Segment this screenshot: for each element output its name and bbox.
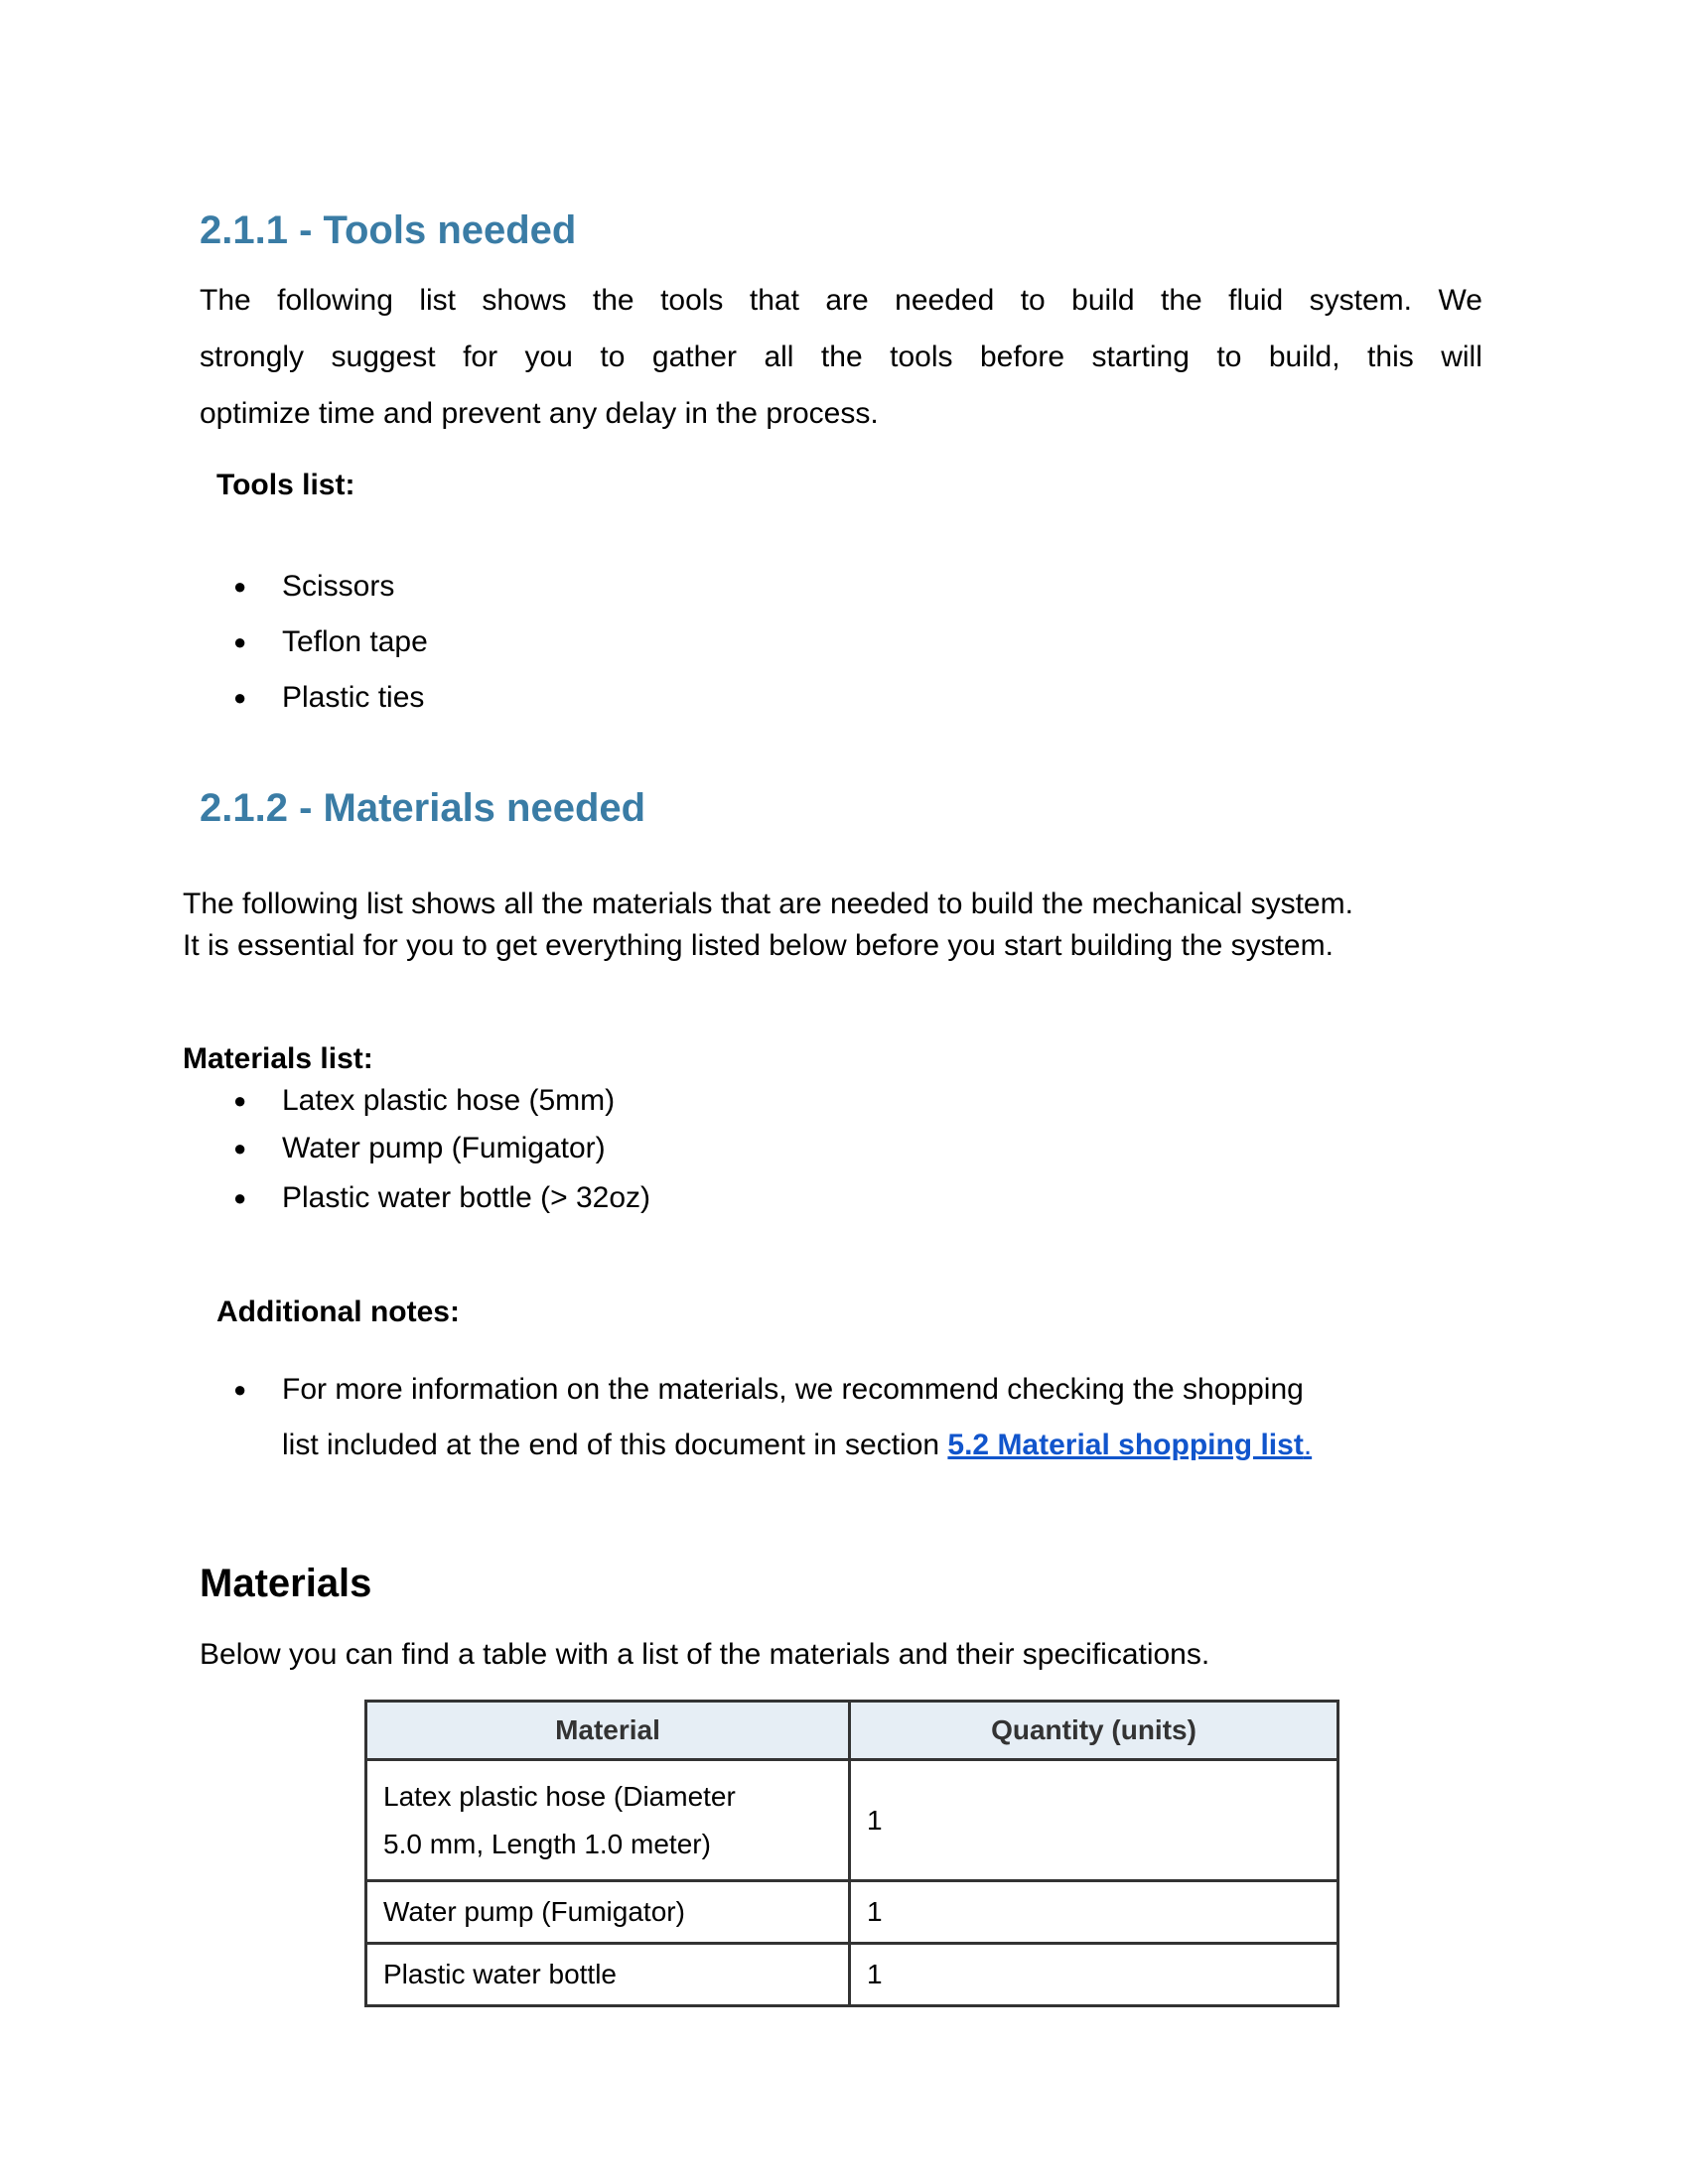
notes-line-2 <box>282 1428 1312 1463</box>
word: will <box>1441 341 1482 373</box>
column-header-quantity: Quantity (units) <box>850 1702 1338 1760</box>
materials-paragraph-line-2: It is essential for you to get everything listed below before you start building the system. <box>183 929 1334 962</box>
bullet-icon: ● <box>233 1185 247 1210</box>
additional-notes-label: Additional notes: <box>216 1296 460 1328</box>
bullet-icon: ● <box>233 1377 247 1402</box>
materials-table-intro: Below you can find a table with a list of the materials and their specifications. <box>200 1638 1210 1671</box>
materials-heading: Materials <box>200 1562 372 1605</box>
word: following <box>277 284 393 317</box>
link-period: . <box>1303 1429 1313 1461</box>
word: all <box>764 341 794 373</box>
word: suggest <box>331 341 436 373</box>
word: build <box>1071 284 1135 317</box>
tools-paragraph-line-2 <box>200 340 1482 375</box>
section-heading-materials-needed: 2.1.2 - Materials needed <box>200 786 646 830</box>
word: We <box>1438 284 1482 317</box>
bullet-icon: ● <box>233 685 247 710</box>
notes-line-1: For more information on the materials, we recommend checking the shopping <box>282 1373 1304 1406</box>
word: shows <box>482 284 567 317</box>
word: system. <box>1309 284 1412 317</box>
word: tools <box>890 341 953 373</box>
table-row <box>366 1760 1338 1881</box>
word: for <box>463 341 498 373</box>
list-item-text: Plastic water bottle (> 32oz) <box>282 1181 651 1214</box>
cell-material-line-1: Latex plastic hose (Diameter <box>383 1780 736 1812</box>
word: you <box>524 341 573 373</box>
word: fluid <box>1228 284 1284 317</box>
word: build, <box>1268 341 1340 373</box>
word: the <box>820 341 863 373</box>
bullet-icon: ● <box>233 629 247 654</box>
word: needed <box>895 284 995 317</box>
cell-quantity: 1 <box>850 1944 1338 2006</box>
cell-quantity: 1 <box>850 1881 1338 1944</box>
word: the <box>592 284 634 317</box>
list-item-text: Plastic ties <box>282 681 425 714</box>
table-header-row <box>366 1702 1338 1760</box>
word: before <box>979 341 1065 373</box>
list-item-text: Scissors <box>282 570 395 603</box>
cell-material: Plastic water bottle <box>366 1944 850 2006</box>
table-row <box>366 1881 1338 1944</box>
word: strongly <box>200 341 305 373</box>
list-item-text: Teflon tape <box>282 625 428 658</box>
materials-table <box>364 1700 1339 2007</box>
word: to <box>1216 341 1242 373</box>
bullet-icon: ● <box>233 1136 247 1160</box>
word: starting <box>1091 341 1190 373</box>
word: to <box>600 341 626 373</box>
notes-line-2-prefix: list included at the end of this document in section <box>282 1429 948 1461</box>
word: are <box>825 284 869 317</box>
word: that <box>749 284 799 317</box>
word: this <box>1367 341 1414 373</box>
word: tools <box>660 284 724 317</box>
cell-quantity: 1 <box>850 1760 1338 1881</box>
cell-material <box>366 1760 850 1881</box>
cell-material-line-2: 5.0 mm, Length 1.0 meter) <box>383 1828 711 1859</box>
materials-list-label: Materials list: <box>183 1042 373 1075</box>
word: to <box>1020 284 1046 317</box>
table-row <box>366 1944 1338 2006</box>
bullet-icon: ● <box>233 574 247 599</box>
word: The <box>200 284 251 317</box>
word: gather <box>651 341 737 373</box>
tools-paragraph-line-3: optimize time and prevent any delay in the process. <box>200 397 879 430</box>
list-item-text: Latex plastic hose (5mm) <box>282 1084 616 1117</box>
cell-material: Water pump (Fumigator) <box>366 1881 850 1944</box>
materials-paragraph-line-1: The following list shows all the materials that are needed to build the mechanical system. <box>183 887 1353 920</box>
tools-paragraph-line-1 <box>200 283 1482 319</box>
tools-list-label: Tools list: <box>216 469 355 501</box>
list-item-text: Water pump (Fumigator) <box>282 1132 606 1164</box>
shopping-list-link[interactable]: 5.2 Material shopping list <box>947 1429 1304 1461</box>
word: list <box>419 284 456 317</box>
section-heading-tools: 2.1.1 - Tools needed <box>200 208 577 252</box>
column-header-material: Material <box>366 1702 850 1760</box>
bullet-icon: ● <box>233 1088 247 1113</box>
word: the <box>1161 284 1202 317</box>
